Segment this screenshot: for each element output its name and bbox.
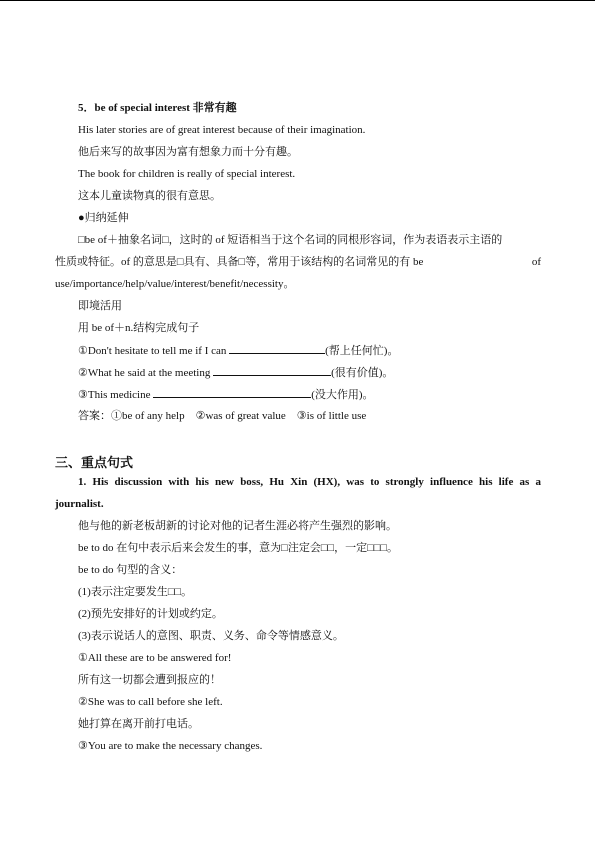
- question-text: ②What he said at the meeting: [78, 367, 214, 379]
- meaning-item: (3)表示说话人的意图、职责、义务、命令等情感意义。: [78, 630, 344, 642]
- practice-title: 即境活用: [78, 300, 122, 312]
- key-sentence-line: journalist.: [55, 498, 104, 510]
- meaning-item: (2)预先安排好的计划或约定。: [78, 608, 223, 620]
- key-sentence-word: Hu: [269, 476, 284, 488]
- summary-text: 性质或特征。of 的意思是□具有、具备□等，常用于该结构的名词常见的有 be: [55, 256, 424, 268]
- example-chinese: 他后来写的故事因为富有想象力而十分有趣。: [78, 146, 298, 158]
- key-sentence-word: his: [195, 476, 209, 488]
- section-heading: 三、重点句式: [55, 456, 134, 471]
- key-sentence-translation: 他与他的新老板胡新的讨论对他的记者生涯必将产生强烈的影响。: [78, 520, 397, 532]
- example-english: ②She was to call before she left.: [78, 696, 223, 708]
- page-top-rule: [0, 0, 595, 1]
- meaning-item: (1)表示注定要发生□□。: [78, 586, 193, 598]
- practice-instruction: 用 be of＋n.结构完成句子: [78, 322, 200, 334]
- key-sentence-word: to: [370, 476, 380, 488]
- key-sentence-word: discussion: [114, 476, 163, 488]
- key-sentence-word: Xin: [290, 476, 308, 488]
- key-sentence-word: His: [92, 476, 109, 488]
- key-sentence-word: a: [535, 476, 541, 488]
- answer-blank[interactable]: [213, 365, 331, 376]
- summary-text-end: of: [531, 256, 541, 268]
- key-sentence-word: strongly: [385, 476, 424, 488]
- question-hint: (很有价值)。: [331, 367, 394, 379]
- question-hint: (没大作用)。: [311, 389, 374, 401]
- key-sentence-line: [78, 475, 541, 489]
- key-sentence-word: boss,: [240, 476, 264, 488]
- example-chinese: 这本儿童读物真的很有意思。: [78, 190, 221, 202]
- key-sentence-word: 1.: [78, 476, 87, 488]
- usage-note: be to do 句型的含义：: [78, 564, 183, 576]
- key-sentence-word: with: [168, 476, 190, 488]
- exercise-question: [78, 387, 374, 402]
- key-sentence-word: his: [479, 476, 493, 488]
- key-sentence-word: life: [498, 476, 514, 488]
- example-chinese: 所有这一切都会遭到报应的！: [78, 674, 221, 686]
- exercise-question: [78, 343, 398, 358]
- key-sentence-word: influence: [430, 476, 473, 488]
- example-english: The book for children is really of special interest.: [78, 168, 296, 180]
- question-text: ①Don't hesitate to tell me if I can: [78, 345, 230, 357]
- item-heading: 5．be of special interest 非常有趣: [78, 102, 237, 114]
- example-english: ③You are to make the necessary changes.: [78, 740, 263, 752]
- question-text: ③This medicine: [78, 389, 154, 401]
- example-english: His later stories are of great interest because of their imagination.: [78, 124, 366, 136]
- key-sentence-word: new: [215, 476, 234, 488]
- key-sentence-word: was: [346, 476, 364, 488]
- summary-paragraph-line: [55, 255, 541, 269]
- summary-title: ●归纳延伸: [78, 212, 129, 224]
- summary-paragraph-line: use/importance/help/value/interest/benefit/necessity。: [55, 278, 295, 290]
- answer-key: 答案：①be of any help ②was of great value ③is of little use: [78, 410, 367, 422]
- example-english: ①All these are to be answered for!: [78, 652, 232, 664]
- question-hint: (帮上任何忙)。: [325, 345, 399, 357]
- answer-blank[interactable]: [153, 387, 311, 398]
- exercise-question: [78, 365, 393, 380]
- example-chinese: 她打算在离开前打电话。: [78, 718, 199, 730]
- summary-paragraph-line: □be of＋抽象名词□，这时的 of 短语相当于这个名词的同根形容词，作为表语表示主语的: [78, 234, 503, 246]
- answer-blank[interactable]: [229, 343, 325, 354]
- key-sentence-word: (HX),: [313, 476, 341, 488]
- usage-note: be to do 在句中表示后来会发生的事，意为□注定会□□，一定□□□。: [78, 542, 399, 554]
- key-sentence-word: as: [519, 476, 530, 488]
